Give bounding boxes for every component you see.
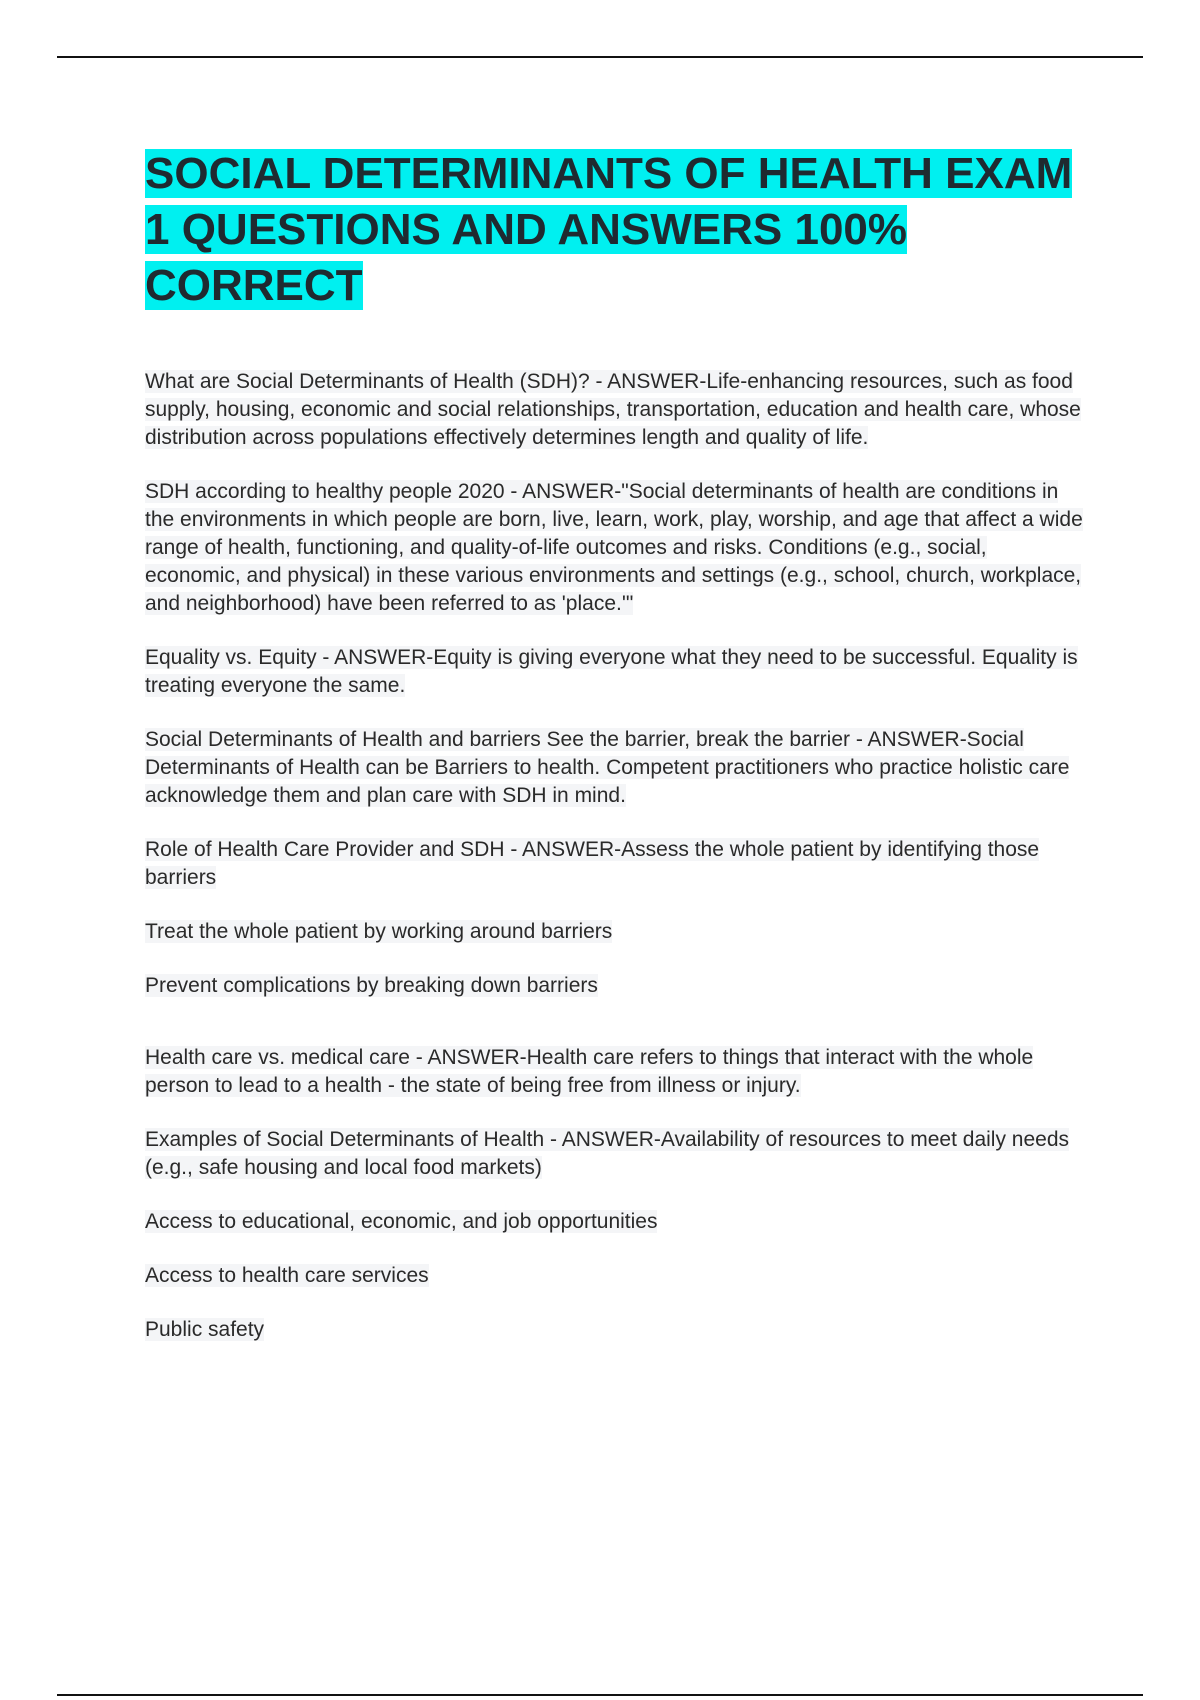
- qa-paragraph: [145, 918, 1085, 946]
- qa-text: SDH according to healthy people 2020 - ANSWER-"Social determinants of health are conditions in the environments in which people are born, live, learn, work, play, worship, and age that affect a wide range of health, functioning, and quality-of-life outcomes and risks. Conditions (e.g., social, economic, and physical) in these various environments and settings (e.g., school, church, workplace, and neighborhood) have been referred to as 'place.'": [145, 480, 1083, 615]
- top-rule: [57, 56, 1143, 58]
- qa-text: Examples of Social Determinants of Health - ANSWER-Availability of resources to meet daily needs (e.g., safe housing and local food markets): [145, 1128, 1070, 1179]
- qa-paragraph: [145, 1126, 1085, 1182]
- document-page: [145, 146, 1085, 1370]
- qa-paragraph: [145, 478, 1085, 618]
- qa-text: Equality vs. Equity - ANSWER-Equity is giving everyone what they need to be successful. Equality is treating everyone the same.: [145, 646, 1078, 697]
- bottom-rule: [57, 1694, 1143, 1696]
- qa-list: [145, 368, 1085, 1344]
- title-highlight: SOCIAL DETERMINANTS OF HEALTH EXAM 1 QUESTIONS AND ANSWERS 100% CORRECT: [145, 149, 1073, 310]
- qa-text: What are Social Determinants of Health (SDH)? - ANSWER-Life-enhancing resources, such as food supply, housing, economic and social relationships, transportation, education and health care, whose distribution across populations effectively determines length and quality of life.: [145, 370, 1081, 449]
- qa-text: Prevent complications by breaking down barriers: [145, 974, 598, 997]
- qa-paragraph: [145, 836, 1085, 892]
- qa-paragraph: [145, 726, 1085, 810]
- qa-text: Access to health care services: [145, 1264, 429, 1287]
- qa-paragraph: [145, 972, 1085, 1000]
- qa-text: Role of Health Care Provider and SDH - ANSWER-Assess the whole patient by identifying those barriers: [145, 838, 1040, 889]
- qa-text: Access to educational, economic, and job opportunities: [145, 1210, 658, 1233]
- qa-paragraph: [145, 1262, 1085, 1290]
- qa-text: Treat the whole patient by working around barriers: [145, 920, 613, 943]
- qa-paragraph: [145, 1208, 1085, 1236]
- qa-paragraph: [145, 644, 1085, 700]
- qa-text: Public safety: [145, 1318, 265, 1341]
- qa-paragraph: [145, 368, 1085, 452]
- document-title: [145, 146, 1085, 314]
- qa-paragraph: [145, 1044, 1085, 1100]
- qa-text: Health care vs. medical care - ANSWER-Health care refers to things that interact with the whole person to lead to a health - the state of being free from illness or injury.: [145, 1046, 1034, 1097]
- qa-paragraph: [145, 1316, 1085, 1344]
- qa-text: Social Determinants of Health and barriers See the barrier, break the barrier - ANSWER-Social Determinants of Health can be Barriers to health. Competent practitioners who practice holistic care acknowledge them and plan care with SDH in mind.: [145, 728, 1070, 807]
